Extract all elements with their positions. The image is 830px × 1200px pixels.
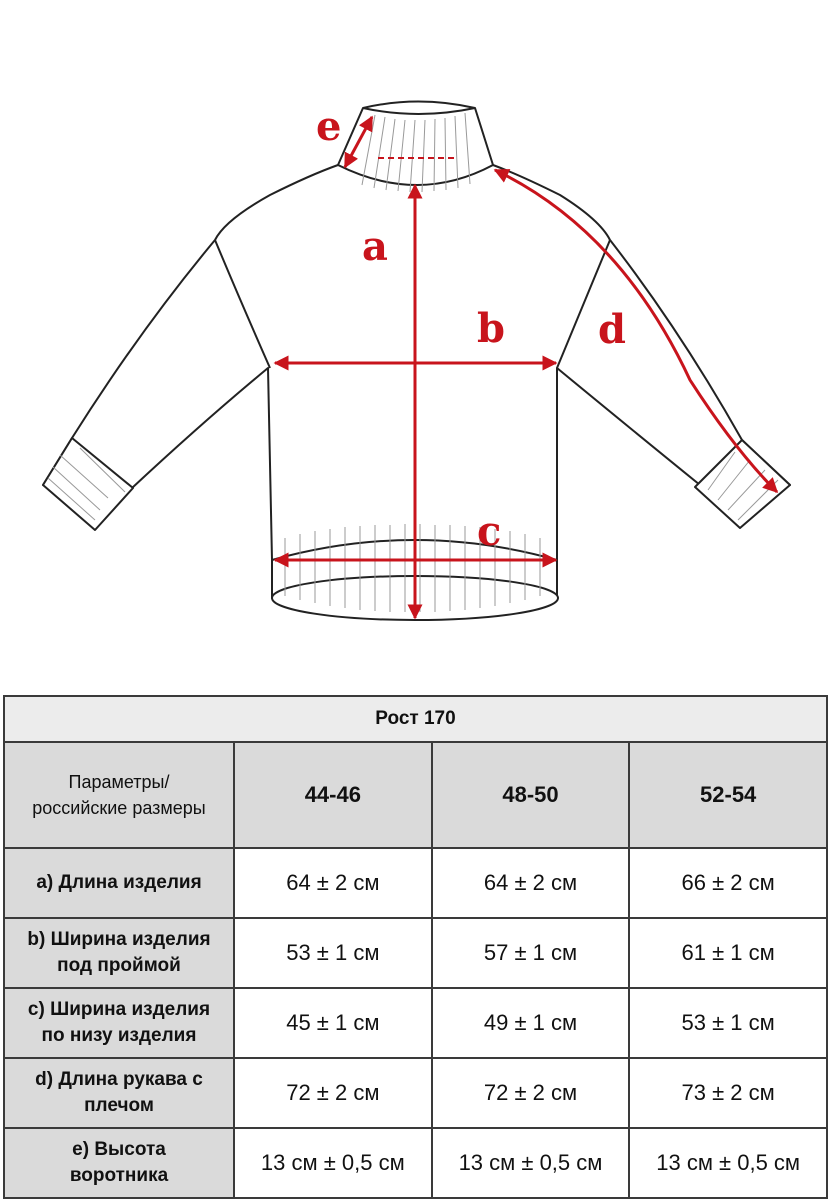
row-label-line1: c) Ширина изделия	[27, 999, 211, 1020]
value-cell: 72 ± 2 см	[432, 1058, 630, 1128]
size-header: 44-46	[234, 742, 432, 848]
table-row	[4, 1058, 827, 1128]
value-cell: 57 ± 1 см	[432, 918, 630, 988]
table-row	[4, 988, 827, 1058]
value-cell: 49 ± 1 см	[432, 988, 630, 1058]
row-label-line1: b) Ширина изделия	[27, 929, 211, 950]
value-cell: 13 см ± 0,5 см	[629, 1128, 827, 1198]
row-label	[4, 848, 234, 918]
table-title: Рост 170	[4, 696, 827, 742]
value-cell: 61 ± 1 см	[629, 918, 827, 988]
row-label-line2: воротника	[69, 1165, 169, 1186]
value-cell: 64 ± 2 см	[432, 848, 630, 918]
row-label	[4, 1058, 234, 1128]
label-d: d	[598, 306, 626, 353]
value-cell: 53 ± 1 см	[234, 918, 432, 988]
row-label-line2: по низу изделия	[41, 1025, 197, 1046]
value-cell: 53 ± 1 см	[629, 988, 827, 1058]
row-label-line1: a) Длина изделия	[36, 872, 202, 893]
row-label-line1: e) Высота	[72, 1139, 166, 1160]
param-header	[4, 742, 234, 848]
value-cell: 73 ± 2 см	[629, 1058, 827, 1128]
param-header-line1: Параметры/	[68, 772, 170, 792]
value-cell: 13 см ± 0,5 см	[432, 1128, 630, 1198]
row-label-line1: d) Длина рукава с	[35, 1069, 203, 1090]
label-b: b	[477, 305, 505, 352]
value-cell: 13 см ± 0,5 см	[234, 1128, 432, 1198]
table-header-row	[4, 742, 827, 848]
size-header: 52-54	[629, 742, 827, 848]
row-label-line2: плечом	[84, 1095, 154, 1116]
table-row	[4, 848, 827, 918]
label-a: a	[362, 223, 388, 270]
value-cell: 64 ± 2 см	[234, 848, 432, 918]
value-cell: 72 ± 2 см	[234, 1058, 432, 1128]
value-cell: 45 ± 1 см	[234, 988, 432, 1058]
row-label	[4, 918, 234, 988]
size-chart-table	[3, 695, 828, 1199]
size-header: 48-50	[432, 742, 630, 848]
row-label-line2: под проймой	[57, 955, 181, 976]
value-cell: 66 ± 2 см	[629, 848, 827, 918]
label-c: c	[477, 508, 502, 555]
label-e: e	[316, 103, 342, 150]
row-label	[4, 1128, 234, 1198]
table-row	[4, 918, 827, 988]
row-label	[4, 988, 234, 1058]
param-header-line2: российские размеры	[32, 798, 206, 818]
table-row	[4, 1128, 827, 1198]
